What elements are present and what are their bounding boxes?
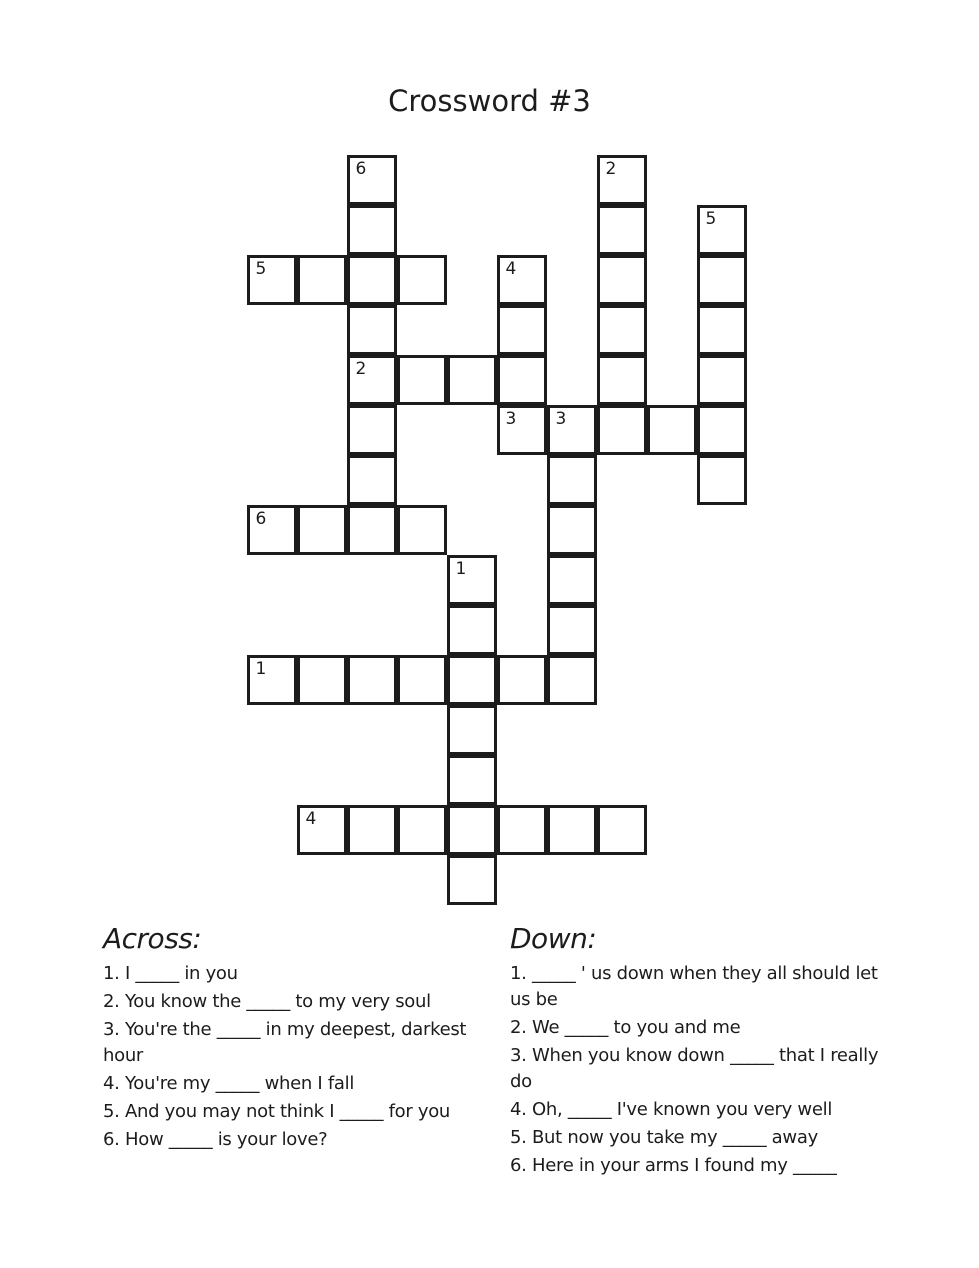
grid-cell[interactable] <box>547 505 597 555</box>
grid-cell[interactable] <box>397 355 447 405</box>
across-clue-3: 3. You're the _____ in my deepest, darkest hour <box>103 1019 467 1066</box>
across-clue-6: 6. How _____ is your love? <box>103 1129 328 1150</box>
grid-cell[interactable] <box>597 205 647 255</box>
clue-number: 2 <box>355 358 367 379</box>
grid-cell[interactable] <box>597 805 647 855</box>
grid-cell[interactable] <box>297 805 347 855</box>
grid-cell[interactable] <box>347 305 397 355</box>
down-heading: Down: <box>510 922 597 955</box>
grid-cell[interactable] <box>497 655 547 705</box>
grid-cell[interactable] <box>447 655 497 705</box>
grid-cell[interactable] <box>447 355 497 405</box>
grid-cell[interactable] <box>397 655 447 705</box>
page-title: Crossword #3 <box>388 84 591 118</box>
clue-number: 6 <box>255 508 267 529</box>
down-clue-6: 6. Here in your arms I found my _____ <box>510 1155 837 1176</box>
down-clue-1: 1. _____ ' us down when they all should let us be <box>510 963 878 1010</box>
down-clues <box>510 922 890 1181</box>
grid-cell[interactable] <box>547 605 597 655</box>
grid-cell[interactable] <box>347 505 397 555</box>
across-clue-2: 2. You know the _____ to my very soul <box>103 991 431 1012</box>
grid-cell[interactable] <box>447 755 497 805</box>
grid-cell[interactable] <box>697 255 747 305</box>
clue-number: 1 <box>455 558 467 579</box>
grid-cell[interactable] <box>597 355 647 405</box>
grid-cell[interactable] <box>497 405 547 455</box>
down-clue-3: 3. When you know down _____ that I really do <box>510 1045 879 1092</box>
clue-number: 4 <box>505 258 517 279</box>
down-clue-2: 2. We _____ to you and me <box>510 1017 741 1038</box>
grid-cell[interactable] <box>697 205 747 255</box>
grid-cell[interactable] <box>597 155 647 205</box>
across-clues <box>103 922 488 1155</box>
grid-cell[interactable] <box>447 555 497 605</box>
across-heading: Across: <box>103 922 202 955</box>
clue-number: 4 <box>305 808 317 829</box>
grid-cell[interactable] <box>347 255 397 305</box>
clue-number: 3 <box>555 408 567 429</box>
across-clue-5: 5. And you may not think I _____ for you <box>103 1101 451 1122</box>
grid-cell[interactable] <box>647 405 697 455</box>
grid-cell[interactable] <box>297 505 347 555</box>
clue-number: 2 <box>605 158 617 179</box>
down-clue-4: 4. Oh, _____ I've known you very well <box>510 1099 833 1120</box>
clue-number: 1 <box>255 658 267 679</box>
clue-number: 5 <box>705 208 717 229</box>
grid-cell[interactable] <box>597 255 647 305</box>
grid-cell[interactable] <box>547 555 597 605</box>
grid-cell[interactable] <box>397 505 447 555</box>
grid-cell[interactable] <box>697 305 747 355</box>
down-clue-5: 5. But now you take my _____ away <box>510 1127 818 1148</box>
grid-cell[interactable] <box>297 255 347 305</box>
clue-number: 5 <box>255 258 267 279</box>
grid-cell[interactable] <box>547 455 597 505</box>
grid-cell[interactable] <box>247 505 297 555</box>
grid-cell[interactable] <box>547 405 597 455</box>
grid-cell[interactable] <box>397 805 447 855</box>
grid-cell[interactable] <box>697 455 747 505</box>
grid-cell[interactable] <box>447 805 497 855</box>
grid-cell[interactable] <box>597 405 647 455</box>
grid-cell[interactable] <box>697 405 747 455</box>
grid-cell[interactable] <box>347 655 397 705</box>
grid-cell[interactable] <box>347 205 397 255</box>
clue-number: 3 <box>505 408 517 429</box>
grid-cell[interactable] <box>497 255 547 305</box>
grid-cell[interactable] <box>447 855 497 905</box>
grid-cell[interactable] <box>597 305 647 355</box>
grid-cell[interactable] <box>547 805 597 855</box>
grid-cell[interactable] <box>347 355 397 405</box>
grid-cell[interactable] <box>497 805 547 855</box>
grid-cell[interactable] <box>347 805 397 855</box>
grid-cell[interactable] <box>347 455 397 505</box>
grid-cell[interactable] <box>247 255 297 305</box>
grid-cell[interactable] <box>397 255 447 305</box>
grid-cell[interactable] <box>497 305 547 355</box>
clue-number: 6 <box>355 158 367 179</box>
across-clue-4: 4. You're my _____ when I fall <box>103 1073 355 1094</box>
grid-cell[interactable] <box>297 655 347 705</box>
grid-cell[interactable] <box>447 705 497 755</box>
grid-cell[interactable] <box>347 155 397 205</box>
grid-cell[interactable] <box>497 355 547 405</box>
grid-cell[interactable] <box>447 605 497 655</box>
across-clue-1: 1. I _____ in you <box>103 963 238 984</box>
grid-cell[interactable] <box>347 405 397 455</box>
grid-cell[interactable] <box>697 355 747 405</box>
grid-cell[interactable] <box>247 655 297 705</box>
grid-cell[interactable] <box>547 655 597 705</box>
